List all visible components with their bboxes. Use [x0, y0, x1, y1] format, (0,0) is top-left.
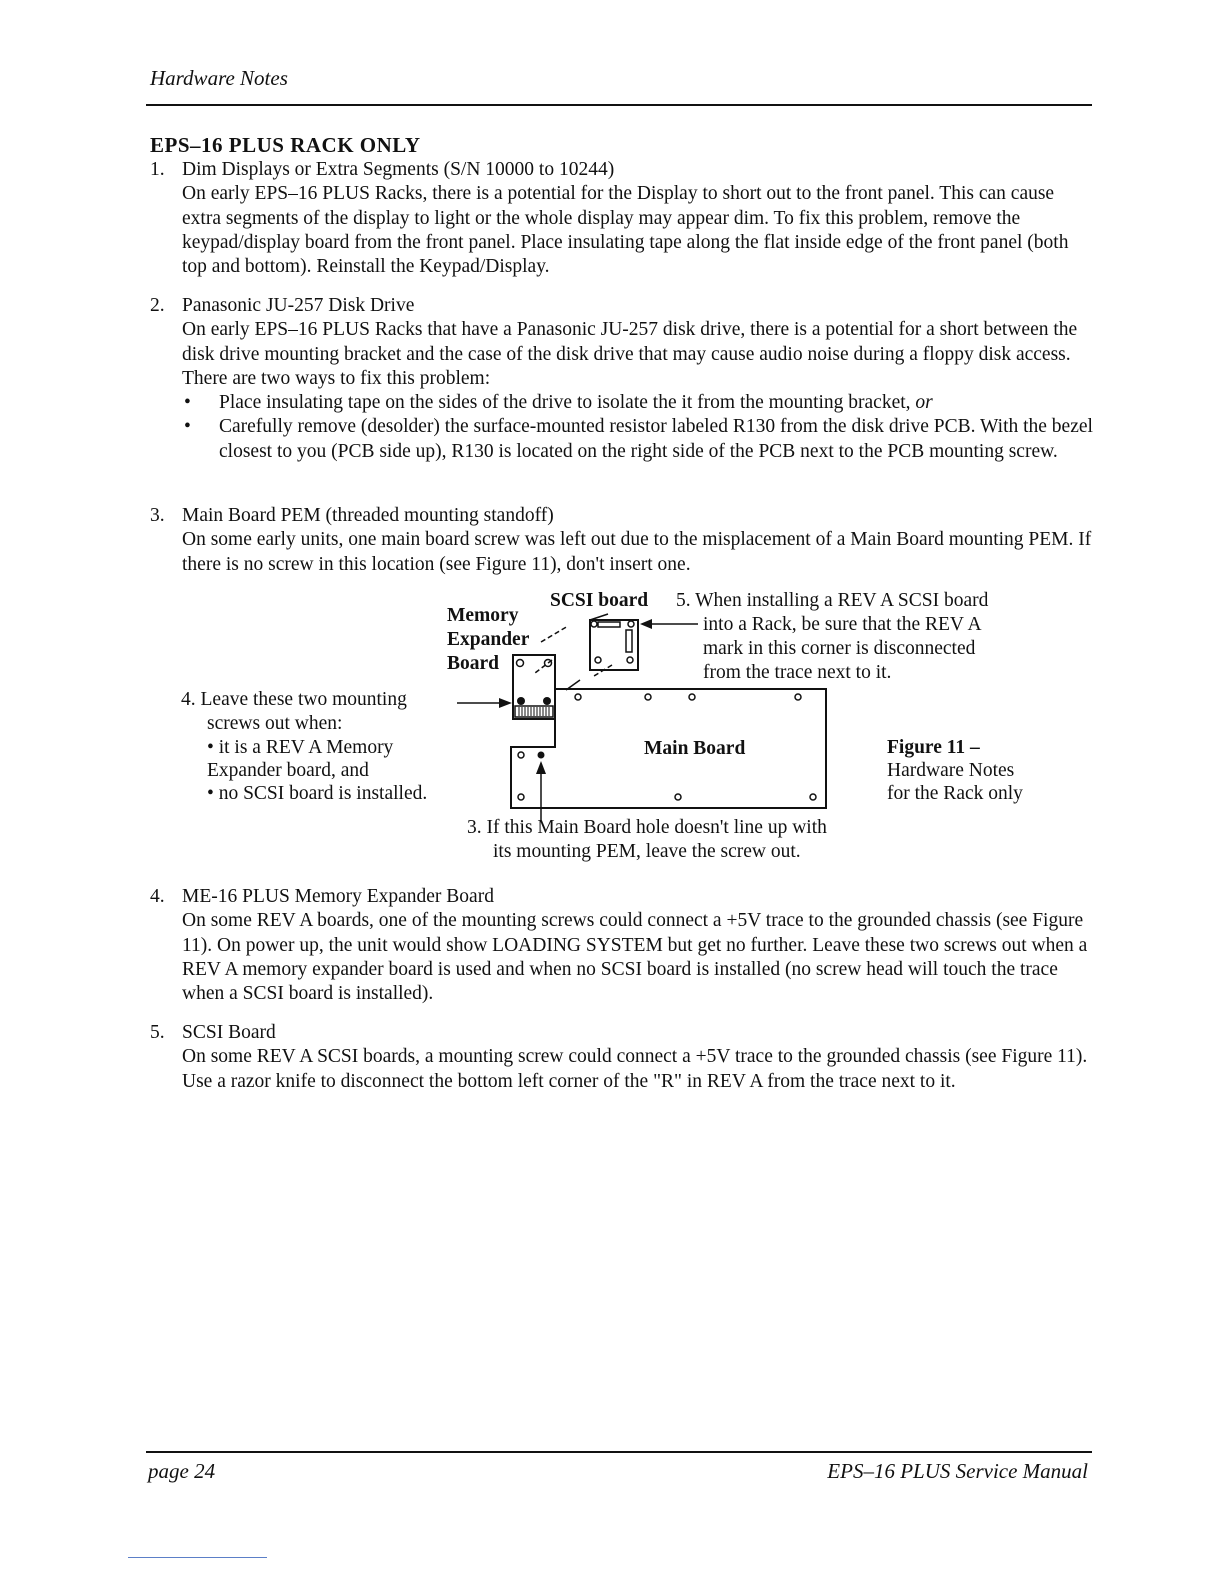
scsi-leader: [590, 614, 608, 620]
section-title: EPS–16 PLUS RACK ONLY: [150, 133, 421, 157]
bullet-suffix: or: [915, 392, 933, 414]
item-number: 4.: [150, 886, 165, 907]
footer-rule: [146, 1451, 1092, 1453]
memory-label-line-1: Memory: [447, 605, 519, 626]
memory-expander-outline: [513, 655, 555, 719]
figure-caption-line-1: Hardware Notes: [887, 760, 1015, 781]
scsi-board-outline: [590, 620, 638, 670]
item-number: 2.: [150, 295, 165, 316]
item-heading: SCSI Board: [182, 1022, 276, 1043]
scsi-hole-br: [627, 657, 633, 663]
main-hole-7: [518, 794, 524, 800]
scsi-trace-leader: [594, 665, 612, 676]
item-heading: ME-16 PLUS Memory Expander Board: [182, 886, 494, 907]
figure-caption-title: Figure 11 –: [887, 737, 980, 758]
page-number: page 24: [148, 1459, 216, 1483]
item-heading: Panasonic JU-257 Disk Drive: [182, 295, 415, 316]
main-hole-6: [538, 752, 545, 759]
item-paragraph: On early EPS–16 PLUS Racks that have a Panasonic JU-257 disk drive, there is a potential for a short between the disk drive mounting bracket and the case of the disk drive that may cause audio noise during a floppy disk access. There are two ways to fix this problem:: [182, 319, 1078, 389]
main-hole-4: [795, 694, 801, 700]
bullet-item: [182, 391, 1095, 415]
scsi-connector-side: [626, 630, 632, 652]
memory-connector-strip: [515, 706, 553, 717]
note-item-3: [150, 504, 1095, 577]
note3-line-2: its mounting PEM, leave the screw out.: [493, 841, 801, 862]
bullet-item: [182, 415, 1095, 464]
bullet-text: Carefully remove (desolder) the surface-mounted resistor labeled R130 from the disk drive PCB. With the bezel closest to you (PCB side up), R130 is located on the right side of the PCB next to the PCB mounting screw.: [219, 416, 1093, 462]
scsi-hole-tr: [628, 621, 634, 627]
running-header: Hardware Notes: [150, 66, 288, 90]
memory-connector-pins: [519, 707, 549, 716]
note-item-4: [150, 885, 1095, 1006]
scsi-connector-top: [598, 622, 620, 627]
note5-line-3: mark in this corner is disconnected: [703, 638, 976, 659]
memory-screw-br: [543, 697, 551, 705]
main-hole-2: [645, 694, 651, 700]
memory-label-line-2: Expander: [447, 629, 530, 650]
main-hole-3: [689, 694, 695, 700]
note3-line-1: 3. If this Main Board hole doesn't line up with: [467, 817, 827, 838]
item-number: 5.: [150, 1022, 165, 1043]
bullet-list: [182, 391, 1095, 464]
item-heading: Main Board PEM (threaded mounting standoff): [182, 505, 554, 526]
scsi-hole-tl: [591, 621, 597, 627]
note4-line-1: 4. Leave these two mounting: [181, 689, 407, 710]
main-hole-9: [810, 794, 816, 800]
memory-hole-tr: [545, 660, 552, 667]
item-heading: Dim Displays or Extra Segments (S/N 10000 to 10244): [182, 159, 615, 180]
bullet-text: Place insulating tape on the sides of the drive to isolate the it from the mounting bracket,: [219, 392, 911, 414]
note5-arrow-head: [640, 619, 652, 629]
note3-arrow-head: [536, 761, 546, 774]
scsi-hole-bl: [595, 657, 601, 663]
item-number: 1.: [150, 159, 165, 180]
memory-screw-bl: [517, 697, 525, 705]
bullet-dot: •: [184, 416, 191, 438]
note4-line-2: screws out when:: [207, 713, 343, 734]
note5-line-1: 5. When installing a REV A SCSI board: [676, 590, 989, 611]
memory-label-line-3: Board: [447, 653, 500, 674]
memory-leader: [541, 626, 568, 642]
note5-line-4: from the trace next to it.: [703, 662, 892, 683]
note-item-5: [150, 1021, 1095, 1094]
note4-line-3: • it is a REV A Memory: [207, 737, 394, 758]
header-rule: [146, 104, 1092, 106]
link-underline: [128, 1557, 267, 1558]
main-hole-8: [675, 794, 681, 800]
item-paragraph: On some early units, one main board screw was left out due to the misplacement of a Main Board mounting PEM. If there is no screw in this location (see Figure 11), don't insert one.: [182, 529, 1092, 575]
manual-title: EPS–16 PLUS Service Manual: [827, 1459, 1088, 1483]
note-item-2: [150, 294, 1095, 464]
bullet-dot: •: [184, 392, 191, 414]
item-paragraph: On some REV A SCSI boards, a mounting screw could connect a +5V trace to the grounded chassis (see Figure 11). Use a razor knife to disconnect the bottom left corner of the "R" in REV A from the trace next to it.: [182, 1046, 1088, 1092]
note4-line-4: Expander board, and: [207, 760, 369, 781]
note-item-1: [150, 158, 1095, 279]
note4-line-5: • no SCSI board is installed.: [207, 783, 428, 804]
scsi-board-label: SCSI board: [550, 590, 649, 611]
main-board-label: Main Board: [644, 738, 746, 759]
main-hole-1: [575, 694, 581, 700]
item-paragraph: On early EPS–16 PLUS Racks, there is a potential for the Display to short out to the front panel. This can cause extra segments of the display to light or the whole display may appear dim. To fix this problem, remove the keypad/display board from the front panel. Place insulating tape along the flat inside edge of the front panel (both top and bottom). Reinstall the Keypad/Display.: [182, 183, 1069, 278]
item-number: 3.: [150, 505, 165, 526]
scsi-trace-leader-2: [566, 680, 580, 690]
figure-caption-line-2: for the Rack only: [887, 783, 1023, 804]
note5-line-2: into a Rack, be sure that the REV A: [703, 614, 982, 635]
main-board-outline: [511, 689, 826, 808]
item-paragraph: On some REV A boards, one of the mounting screws could connect a +5V trace to the grounded chassis (see Figure 11). On power up, the unit would show LOADING SYSTEM but get no further. Leave these two screws out when a REV A memory expander board is used and when no SCSI board is installed (no screw head will touch the trace when a SCSI board is installed).: [182, 910, 1088, 1005]
memory-hole-tl: [517, 660, 524, 667]
main-hole-5: [518, 752, 524, 758]
note4-arrow-head: [499, 698, 512, 708]
memory-leader-2: [535, 660, 552, 673]
